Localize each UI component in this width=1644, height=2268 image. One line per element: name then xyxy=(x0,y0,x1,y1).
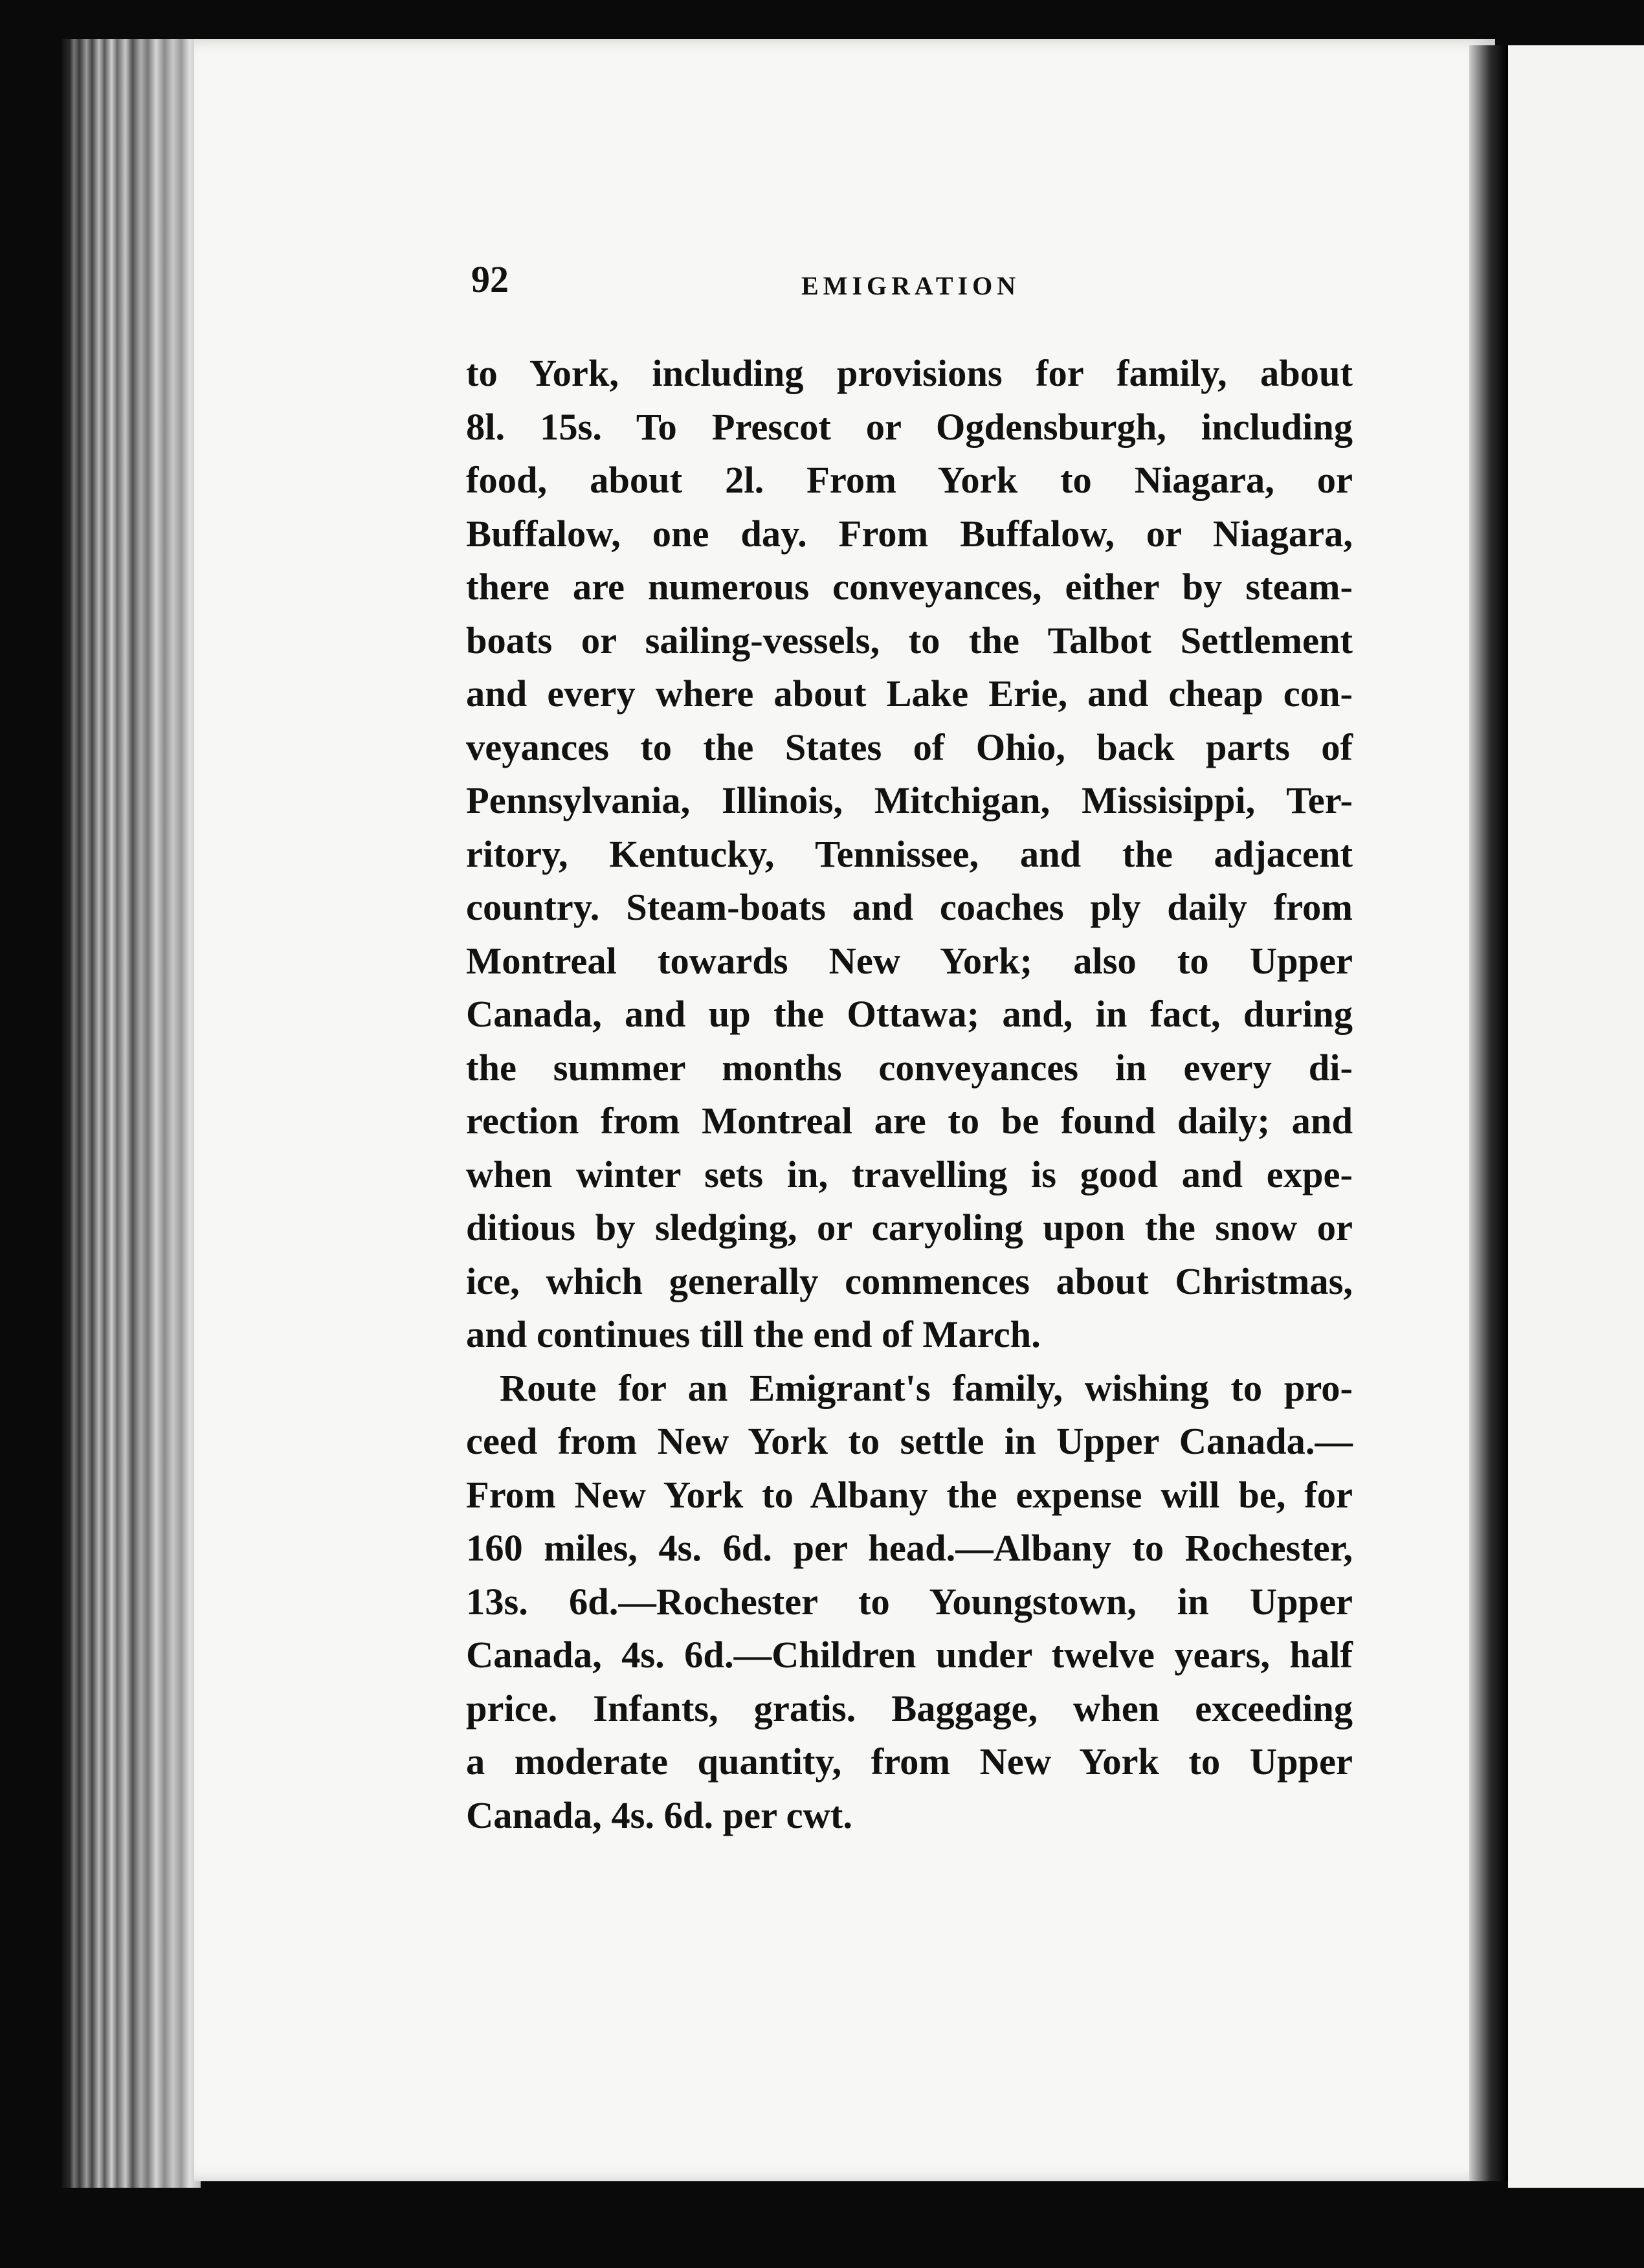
right-page xyxy=(1508,45,1644,2188)
text-line: rection from Montreal are to be found daily; and xyxy=(466,1100,1353,1142)
text-line: a moderate quantity, from New York to Upper xyxy=(466,1740,1353,1783)
text-line: and every where about Lake Erie, and cheap con- xyxy=(466,673,1353,715)
text-line: Buffalow, one day. From Buffalow, or Niagara, xyxy=(466,512,1353,555)
text-line: there are numerous conveyances, either by steam- xyxy=(466,566,1353,608)
book-page-edges xyxy=(61,39,201,2188)
text-line: Canada, and up the Ottawa; and, in fact, during xyxy=(466,993,1353,1035)
text-line: boats or sailing-vessels, to the Talbot Settlement xyxy=(466,619,1353,662)
page-header xyxy=(471,251,1358,309)
text-line: food, about 2l. From York to Niagara, or xyxy=(466,459,1353,501)
text-line: to York, including provisions for family, about xyxy=(466,352,1353,394)
text-line: 8l. 15s. To Prescot or Ogdensburgh, including xyxy=(466,405,1353,448)
text-line: price. Infants, gratis. Baggage, when exceeding xyxy=(466,1687,1353,1729)
text-line: and continues till the end of March. xyxy=(466,1313,1041,1355)
text-line: Route for an Emigrant's family, wishing to pro- xyxy=(500,1366,1353,1409)
text-line: ritory, Kentucky, Tennissee, and the adjacent xyxy=(466,832,1353,875)
text-line: Canada, 4s. 6d. per cwt. xyxy=(466,1794,852,1836)
text-line: 160 miles, 4s. 6d. per head.—Albany to Rochester, xyxy=(466,1527,1353,1569)
text-line: country. Steam-boats and coaches ply daily from xyxy=(466,886,1353,928)
text-line: From New York to Albany the expense will be, for xyxy=(466,1473,1353,1516)
text-line: Montreal towards New York; also to Upper xyxy=(466,939,1353,982)
text-line: the summer months conveyances in every di- xyxy=(466,1046,1353,1089)
book-gutter xyxy=(1469,45,1508,2181)
text-line: Canada, 4s. 6d.—Children under twelve years, half xyxy=(466,1634,1353,1676)
text-line: when winter sets in, travelling is good and expe- xyxy=(466,1153,1353,1195)
text-line: Pennsylvania, Illinois, Mitchigan, Missisippi, Ter- xyxy=(466,779,1353,821)
text-line: 13s. 6d.—Rochester to Youngstown, in Upper xyxy=(466,1580,1353,1623)
body-text xyxy=(466,347,1353,1842)
running-head: EMIGRATION xyxy=(801,271,1021,300)
page-number: 92 xyxy=(471,258,509,300)
text-line: ditious by sledging, or caryoling upon the snow or xyxy=(466,1206,1353,1249)
text-line: ice, which generally commences about Christmas, xyxy=(466,1260,1353,1302)
text-line: veyances to the States of Ohio, back parts of xyxy=(466,726,1353,768)
text-line: ceed from New York to settle in Upper Canada.— xyxy=(466,1420,1353,1462)
